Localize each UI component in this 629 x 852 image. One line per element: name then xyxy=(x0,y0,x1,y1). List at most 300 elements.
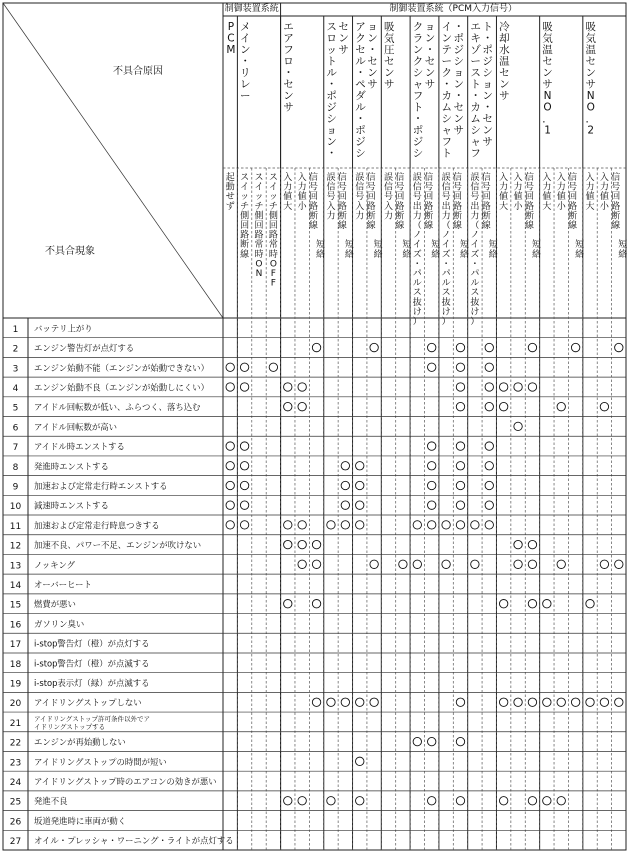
table-row xyxy=(10,757,167,769)
relevance-mark xyxy=(341,462,349,470)
failure-mode-char: 大 xyxy=(283,201,293,212)
component-header-9 xyxy=(499,20,510,102)
relevance-mark xyxy=(456,462,464,470)
failure-mode-char: 回 xyxy=(337,192,347,203)
component-name-char: ョ xyxy=(424,21,436,33)
component-name-char: サ xyxy=(338,44,349,56)
relevance-mark xyxy=(226,481,234,489)
component-name-char: ク xyxy=(441,67,453,79)
component-name-char: ジ xyxy=(326,101,337,114)
failure-mode-char: 信 xyxy=(452,173,462,183)
row-number: 18 xyxy=(9,659,22,670)
failure-mode-char: 値 xyxy=(556,192,566,203)
row-number: 13 xyxy=(9,561,22,572)
failure-mode-char: 号 xyxy=(366,182,376,193)
row-number: 12 xyxy=(9,541,22,552)
relevance-mark xyxy=(456,442,464,450)
failure-mode-char: ス xyxy=(254,173,264,183)
component-name-char: 気 xyxy=(585,32,596,45)
symptom-text-cont: イドリングストップする xyxy=(34,722,106,731)
failure-mode-char: 値 xyxy=(297,192,307,203)
failure-mode-char: イ xyxy=(254,182,264,193)
component-name-char: ク xyxy=(412,55,424,68)
failure-mode-char: 側 xyxy=(254,211,264,222)
failure-mode-char: 号 xyxy=(524,182,534,193)
failure-mode-9 xyxy=(355,172,364,221)
failure-mode-25 xyxy=(586,171,595,212)
failure-mode-char: ス xyxy=(268,173,278,183)
failure-mode-13 xyxy=(413,172,422,327)
row-number: 26 xyxy=(9,817,22,828)
failure-mode-char: 断 xyxy=(452,211,462,222)
failure-mode-char: F xyxy=(270,269,276,279)
failure-mode-char: 値 xyxy=(585,192,595,203)
component-name-char: ョ xyxy=(482,78,493,91)
failure-mode-char: 号 xyxy=(326,192,336,203)
failure-mode-6 xyxy=(309,171,325,260)
component-name-char: ・ xyxy=(326,78,337,91)
failure-mode-char: 線 xyxy=(337,221,347,231)
failure-mode-char: 路 xyxy=(568,201,578,212)
failure-mode-char: 側 xyxy=(240,211,250,222)
failure-mode-char: 信 xyxy=(481,173,491,183)
component-name-char: シ xyxy=(470,124,481,137)
component-name-char: サ xyxy=(482,136,493,148)
failure-mode-char: O xyxy=(255,259,263,270)
failure-mode-char: 起 xyxy=(225,173,235,183)
component-name-char: 温 xyxy=(542,44,553,56)
component-name-char: ン xyxy=(542,67,553,79)
failure-mode-char: イ xyxy=(268,182,278,193)
component-name-char: ・ xyxy=(453,21,465,33)
failure-mode-char: 入 xyxy=(283,173,293,183)
failure-mode-char: 回 xyxy=(481,192,491,203)
failure-mode-char: パ xyxy=(441,269,451,279)
row-number: 5 xyxy=(12,403,19,414)
failure-mode-char: 断 xyxy=(337,211,347,222)
failure-mode-18 xyxy=(482,171,498,260)
row-number: 19 xyxy=(9,679,22,690)
failure-mode-char: 信 xyxy=(309,173,319,183)
component-name-char: セ xyxy=(424,55,436,68)
relevance-mark xyxy=(442,560,450,568)
relevance-mark xyxy=(456,698,464,706)
component-name-char: ク xyxy=(412,21,424,33)
relevance-mark xyxy=(456,797,464,805)
relevance-mark xyxy=(456,737,464,745)
component-name-char: フ xyxy=(283,44,294,56)
failure-mode-char: 力 xyxy=(384,211,394,222)
component-name-char: ン xyxy=(482,124,493,137)
failure-mode-char: 力 xyxy=(585,182,595,193)
failure-mode-char: 号 xyxy=(481,182,491,193)
relevance-mark xyxy=(586,600,594,608)
component-name-char: 吸 xyxy=(542,21,553,33)
failure-mode-char: 値 xyxy=(499,192,509,203)
table-row xyxy=(10,540,201,552)
relevance-mark xyxy=(514,422,522,430)
relevance-mark xyxy=(485,383,493,391)
failure-mode-char: 回 xyxy=(568,192,578,203)
relevance-mark xyxy=(485,521,493,529)
failure-mode-1 xyxy=(240,173,249,260)
failure-mode-char: 号 xyxy=(337,182,347,193)
relevance-mark xyxy=(471,521,479,529)
relevance-mark xyxy=(600,698,608,706)
relevance-mark xyxy=(571,343,579,351)
relevance-mark xyxy=(543,698,551,706)
component-name-char: セ xyxy=(499,67,510,79)
failure-mode-char: 路 xyxy=(524,201,534,212)
component-name-char: ト xyxy=(412,101,424,114)
failure-mode-char: 号 xyxy=(395,182,405,193)
failure-mode-char: 力 xyxy=(499,182,509,193)
relevance-mark xyxy=(427,481,435,489)
failure-mode-23 xyxy=(557,171,567,212)
failure-mode-char: 誤 xyxy=(412,173,422,183)
failure-mode-char: 断 xyxy=(309,211,319,222)
failure-mode-char: ズ xyxy=(441,249,451,260)
relevance-mark xyxy=(341,521,349,529)
failure-mode-char: 号 xyxy=(441,192,451,203)
component-name-char: セ xyxy=(482,113,493,125)
failure-mode-char: O xyxy=(269,259,277,270)
failure-mode-char: 信 xyxy=(326,182,336,193)
component-name-char: ン xyxy=(283,90,294,102)
relevance-mark xyxy=(528,698,536,706)
component-name-char: ャ xyxy=(470,136,481,148)
failure-mode-char: イ xyxy=(240,182,250,193)
failure-mode-char: 号 xyxy=(412,192,422,203)
component-name-char: ン xyxy=(240,44,251,56)
component-header-5 xyxy=(384,21,395,91)
symptom-text: 加速および定常走行時息つきする xyxy=(34,520,160,531)
failure-mode-char: 回 xyxy=(452,192,462,203)
failure-mode-char: 信 xyxy=(384,182,394,193)
symptom-text: エンジン始動不能（エンジンが始動できない） xyxy=(34,362,210,373)
failure-mode-char: 誤 xyxy=(441,173,451,183)
relevance-mark xyxy=(240,462,248,470)
failure-mode-24 xyxy=(568,171,584,260)
relevance-mark xyxy=(571,698,579,706)
component-name-char: セ xyxy=(383,55,395,68)
failure-mode-char: 断 xyxy=(481,211,491,222)
component-name-char: ・ xyxy=(470,90,481,102)
symptom-text: 坂道発進時に車両が動く xyxy=(34,815,127,826)
relevance-mark xyxy=(485,481,493,489)
table-row xyxy=(10,698,142,710)
failure-mode-char: 小 xyxy=(297,201,307,212)
relevance-mark xyxy=(514,383,522,391)
failure-mode-char: 誤 xyxy=(326,173,336,183)
failure-mode-char: 信 xyxy=(611,173,621,183)
failure-mode-char: 号 xyxy=(568,182,578,193)
component-name-char: 吸 xyxy=(383,21,395,33)
failure-mode-char: 入 xyxy=(297,173,307,183)
failure-mode-headers xyxy=(226,171,628,327)
component-name-char: ン xyxy=(482,90,493,102)
table-row xyxy=(13,461,109,473)
relevance-mark xyxy=(298,797,306,805)
component-header-7 xyxy=(442,21,465,160)
relevance-mark xyxy=(557,560,565,568)
symptom-text: アイドル回転数が低い、ふらつく、落ち込む xyxy=(34,402,201,413)
component-name-char: ャ xyxy=(412,78,424,91)
component-name-char: セ xyxy=(367,55,378,68)
component-name-char: エ xyxy=(283,21,294,33)
failure-mode-char: ず xyxy=(225,201,235,212)
relevance-mark xyxy=(485,462,493,470)
failure-mode-char: 断 xyxy=(366,211,376,222)
failure-mode-char: 線 xyxy=(424,221,434,231)
failure-mode-char: ス xyxy=(441,288,451,299)
failure-mode-char: 側 xyxy=(268,211,278,222)
row-number: 10 xyxy=(9,502,22,513)
row-number: 16 xyxy=(9,620,22,631)
failure-mode-char: 常 xyxy=(254,240,264,251)
failure-mode-char: 信 xyxy=(412,182,422,193)
table-row xyxy=(10,501,109,513)
row-number: 24 xyxy=(9,778,22,789)
component-name-char: シ xyxy=(441,113,453,125)
relevance-mark xyxy=(413,737,421,745)
relevance-mark xyxy=(557,402,565,410)
failure-mode-char: け xyxy=(441,307,451,318)
failure-mode-char: 回 xyxy=(268,221,278,231)
component-name-char: セ xyxy=(338,21,349,33)
failure-mode-char: 小 xyxy=(599,201,609,212)
component-name-char: サ xyxy=(542,78,553,91)
component-name-char: テ xyxy=(441,44,453,56)
relevance-mark xyxy=(413,521,421,529)
component-name-char: ロ xyxy=(326,32,337,45)
failure-mode-char: 回 xyxy=(524,192,534,203)
failure-mode-26 xyxy=(600,171,610,212)
failure-mode-char: チ xyxy=(240,201,250,212)
failure-mode-char: 短 xyxy=(316,240,326,251)
failure-mode-char: 絡 xyxy=(431,249,441,260)
failure-mode-char: F xyxy=(270,278,276,289)
relevance-mark xyxy=(543,797,551,805)
failure-mode-0 xyxy=(226,171,235,212)
relevance-mark xyxy=(557,797,565,805)
failure-mode-char: 入 xyxy=(585,173,595,183)
failure-mode-char: 誤 xyxy=(384,173,394,183)
failure-mode-char: ・ xyxy=(470,259,480,270)
component-name-char: シ xyxy=(453,55,465,68)
relevance-mark xyxy=(528,560,536,568)
row-number: 22 xyxy=(9,738,22,749)
failure-mode-char: 号 xyxy=(355,192,365,203)
row-number: 8 xyxy=(12,462,19,473)
failure-mode-char: ッ xyxy=(268,192,278,203)
component-name-char: セ xyxy=(542,55,553,68)
relevance-mark xyxy=(427,343,435,351)
failure-mode-19 xyxy=(499,171,508,212)
failure-mode-char: 短 xyxy=(431,240,441,251)
component-name-char: N xyxy=(586,90,595,102)
failure-mode-char: ッ xyxy=(254,192,264,203)
component-name-char: サ xyxy=(499,90,510,102)
table-row xyxy=(10,816,126,828)
relevance-mark xyxy=(298,560,306,568)
relevance-mark xyxy=(442,521,450,529)
row-number: 9 xyxy=(12,482,19,493)
relevance-mark xyxy=(356,501,364,509)
relevance-mark xyxy=(341,481,349,489)
failure-mode-14 xyxy=(424,171,440,260)
failure-mode-char: 線 xyxy=(568,221,578,231)
symptom-text: i-stop警告灯（橙）が点灯する xyxy=(34,638,150,649)
component-name-char: シ xyxy=(412,67,424,79)
component-name-char: サ xyxy=(424,78,436,91)
failure-mode-char: 絡 xyxy=(531,249,541,260)
failure-mode-char: （ xyxy=(412,221,422,231)
component-name-char: P xyxy=(227,21,235,33)
relevance-mark xyxy=(615,698,623,706)
relevance-mark xyxy=(356,797,364,805)
failure-mode-char: 路 xyxy=(240,230,250,241)
relevance-mark xyxy=(356,757,364,765)
failure-mode-char: 線 xyxy=(452,221,462,231)
relevance-mark xyxy=(600,402,608,410)
failure-mode-char: 小 xyxy=(556,201,566,212)
failure-mode-char: 路 xyxy=(366,201,376,212)
group-label-pcm-input-signal: 制御装置系統（PCM入力信号） xyxy=(389,4,518,14)
failure-mode-char: 入 xyxy=(513,173,523,183)
table-row xyxy=(13,323,93,335)
failure-mode-char: ズ xyxy=(412,249,422,260)
component-name-char: ポ xyxy=(482,44,493,56)
component-name-char: キ xyxy=(470,32,481,45)
failure-mode-char: ） xyxy=(470,317,480,327)
failure-mode-char: 路 xyxy=(424,201,434,212)
row-number: 21 xyxy=(9,718,22,729)
symptom-rows xyxy=(10,323,234,847)
relevance-mark xyxy=(327,797,335,805)
failure-mode-char: 断 xyxy=(424,211,434,222)
component-name-char: ン xyxy=(585,67,596,79)
corner-label-symptom: 不具合現象 xyxy=(45,246,95,257)
relevance-mark xyxy=(514,560,522,568)
row-number: 15 xyxy=(9,600,22,611)
failure-mode-char: 値 xyxy=(513,192,523,203)
relevance-mark xyxy=(327,521,335,529)
symptom-text: i-stop警告灯（橙）が点滅する xyxy=(34,658,150,669)
failure-mode-char: せ xyxy=(225,192,235,203)
relevance-mark xyxy=(240,501,248,509)
failure-mode-char: 時 xyxy=(268,249,278,260)
component-name-char: ・ xyxy=(355,113,366,125)
component-header-11 xyxy=(585,21,596,137)
component-name-char: ン xyxy=(367,67,378,79)
table-row xyxy=(13,382,209,394)
component-name-char: ・ xyxy=(424,44,436,56)
failure-mode-char: （ xyxy=(470,221,480,231)
failure-mode-15 xyxy=(442,172,451,327)
component-name-char: ジ xyxy=(355,136,366,148)
failure-mode-char: ル xyxy=(470,278,480,289)
symptom-text: エンジン始動不良（エンジンが始動しにくい） xyxy=(34,382,210,393)
symptom-text: i-stop表示灯（緑）が点滅する xyxy=(34,678,150,689)
table-row xyxy=(10,520,160,532)
relevance-mark xyxy=(528,343,536,351)
component-name-char: ロ xyxy=(283,55,294,68)
component-name-char: ン xyxy=(424,67,436,79)
failure-mode-char: 常 xyxy=(268,240,278,251)
symptom-text: ガソリン臭い xyxy=(34,618,85,629)
component-name-char: ア xyxy=(355,21,366,33)
relevance-mark xyxy=(499,797,507,805)
row-number: 23 xyxy=(9,758,22,769)
component-name-char: 気 xyxy=(383,32,395,45)
failure-mode-char: イ xyxy=(470,240,480,251)
component-name-char: O xyxy=(586,101,595,114)
failure-mode-char: 回 xyxy=(309,192,319,203)
relevance-mark xyxy=(312,560,320,568)
component-name-char: ト xyxy=(326,55,337,68)
failure-mode-char: ・ xyxy=(412,259,422,270)
failure-mode-char: （ xyxy=(441,221,451,231)
failure-mode-char: 絡 xyxy=(459,249,469,260)
relevance-mark xyxy=(427,462,435,470)
component-name-char: ・ xyxy=(240,55,251,68)
failure-mode-17 xyxy=(470,172,479,327)
relevance-mark xyxy=(298,402,306,410)
failure-mode-char: 信 xyxy=(366,173,376,183)
failure-mode-char: 回 xyxy=(254,221,264,231)
failure-mode-char: 回 xyxy=(240,221,250,231)
failure-mode-char: 小 xyxy=(513,201,523,212)
failure-mode-char: 短 xyxy=(488,240,498,251)
failure-mode-char: 絡 xyxy=(316,249,326,260)
failure-mode-char: 断 xyxy=(524,211,534,222)
component-name-char: ・ xyxy=(453,90,465,102)
relevance-mark xyxy=(399,560,407,568)
component-name-char: ポ xyxy=(453,32,465,45)
failure-mode-char: 路 xyxy=(268,230,278,241)
failure-mode-char: 短 xyxy=(373,240,383,251)
table-row xyxy=(10,777,217,789)
failure-mode-char: 出 xyxy=(441,201,451,212)
corner-diagonal xyxy=(3,3,223,318)
symptom-text: アイドリングストップ時のエアコンの効きが悪い xyxy=(34,776,217,787)
failure-mode-char: 信 xyxy=(337,173,347,183)
component-name-char: ッ xyxy=(326,44,337,56)
component-name-char: ・ xyxy=(412,113,424,125)
failure-mode-char: 誤 xyxy=(355,173,365,183)
component-name-char: O xyxy=(543,101,552,114)
relevance-mark xyxy=(341,698,349,706)
symptom-text: エンジン警告灯が点灯する xyxy=(34,343,135,354)
relevance-mark xyxy=(226,462,234,470)
component-name-char: カ xyxy=(441,90,453,102)
failure-mode-char: け xyxy=(412,307,422,318)
relevance-mark xyxy=(427,442,435,450)
failure-mode-char: 路 xyxy=(254,230,264,241)
relevance-mark xyxy=(356,481,364,489)
table-row xyxy=(10,678,150,690)
failure-mode-4 xyxy=(283,171,292,212)
component-name-char: カ xyxy=(470,101,481,114)
failure-mode-char: 絡 xyxy=(488,249,498,260)
component-name-char: フ xyxy=(412,90,424,102)
table-row xyxy=(13,442,125,454)
component-headers xyxy=(226,20,596,160)
failure-mode-10 xyxy=(367,171,383,260)
failure-mode-char: 路 xyxy=(395,201,405,212)
component-name-char: サ xyxy=(453,124,465,137)
